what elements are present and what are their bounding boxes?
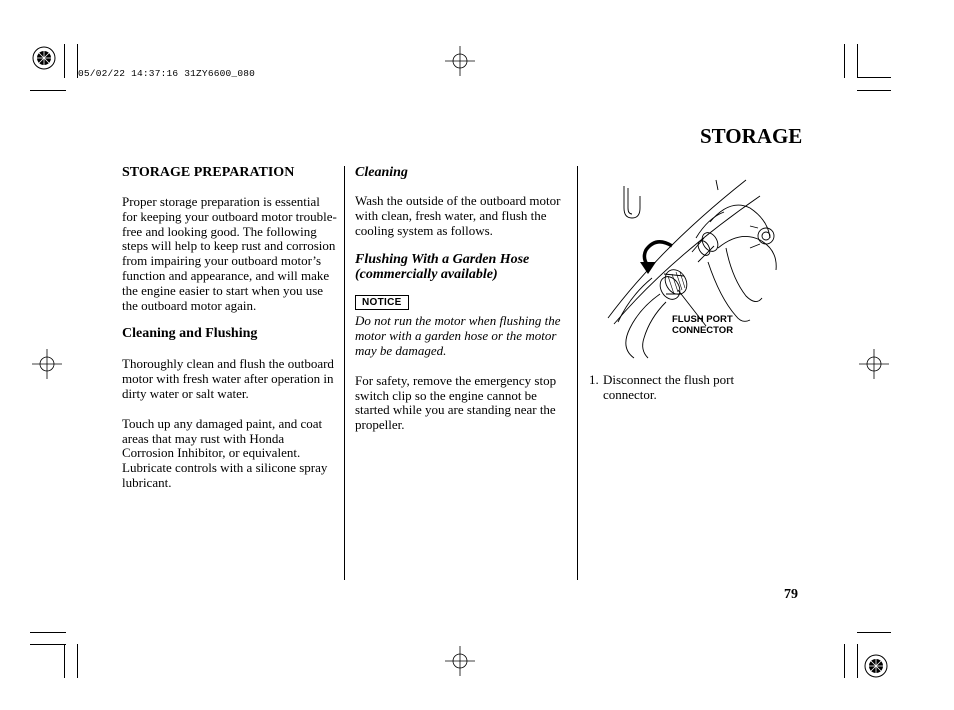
cleaning-heading: Cleaning — [355, 165, 408, 180]
crosshair-icon — [32, 349, 62, 379]
column-1 — [122, 165, 338, 491]
notice-badge: NOTICE — [355, 295, 409, 310]
crosshair-icon — [445, 646, 475, 676]
registration-target-icon — [30, 44, 58, 72]
column-2 — [355, 165, 573, 433]
wash-paragraph: Wash the outside of the outboard motor with clean, fresh water, and flush the cooling system as follows. — [355, 193, 561, 238]
page-number: 79 — [784, 587, 798, 602]
crosshair-icon — [859, 349, 889, 379]
intro-paragraph: Proper storage preparation is essential for keeping your outboard motor trouble-free and looking good. The following steps will help to keep rust and corrosion from impairing your outboard motor’s function and appearance, and will make the engine easier to start when you use the outboard motor again. — [122, 194, 337, 313]
crosshair-icon — [445, 46, 475, 76]
touch-up-paragraph: Touch up any damaged paint, and coat areas that may rust with Honda Corrosion Inhibitor, or equivalent. Lubricate controls with a silicone spray lubricant. — [122, 415, 328, 490]
column-divider — [577, 166, 578, 580]
safety-paragraph: For safety, remove the emergency stop switch clip so the engine cannot be started while you are standing near the propeller. — [355, 372, 557, 433]
notice-text: Do not run the motor when flushing the motor with a garden hose or the motor may be damaged. — [355, 313, 561, 358]
garden-hose-heading: Flushing With a Garden Hose (commercially available) — [355, 252, 530, 283]
step-text: Disconnect the flush port connector. — [603, 372, 735, 402]
flush-port-connector-label: FLUSH PORT CONNECTOR — [672, 314, 734, 336]
cleaning-flushing-heading: Cleaning and Flushing — [122, 326, 258, 342]
column-divider — [344, 166, 345, 580]
step-number: 1. — [589, 372, 599, 387]
registration-target-icon — [862, 652, 890, 680]
section-title: STORAGE — [700, 124, 803, 148]
flush-paragraph: Thoroughly clean and flush the outboard motor with fresh water after operation in dirty water or salt water. — [122, 356, 334, 401]
storage-preparation-heading: STORAGE PREPARATION — [122, 165, 295, 180]
step-1 — [589, 373, 769, 403]
print-mark: 05/02/22 14:37:16 31ZY6600_080 — [78, 68, 256, 79]
